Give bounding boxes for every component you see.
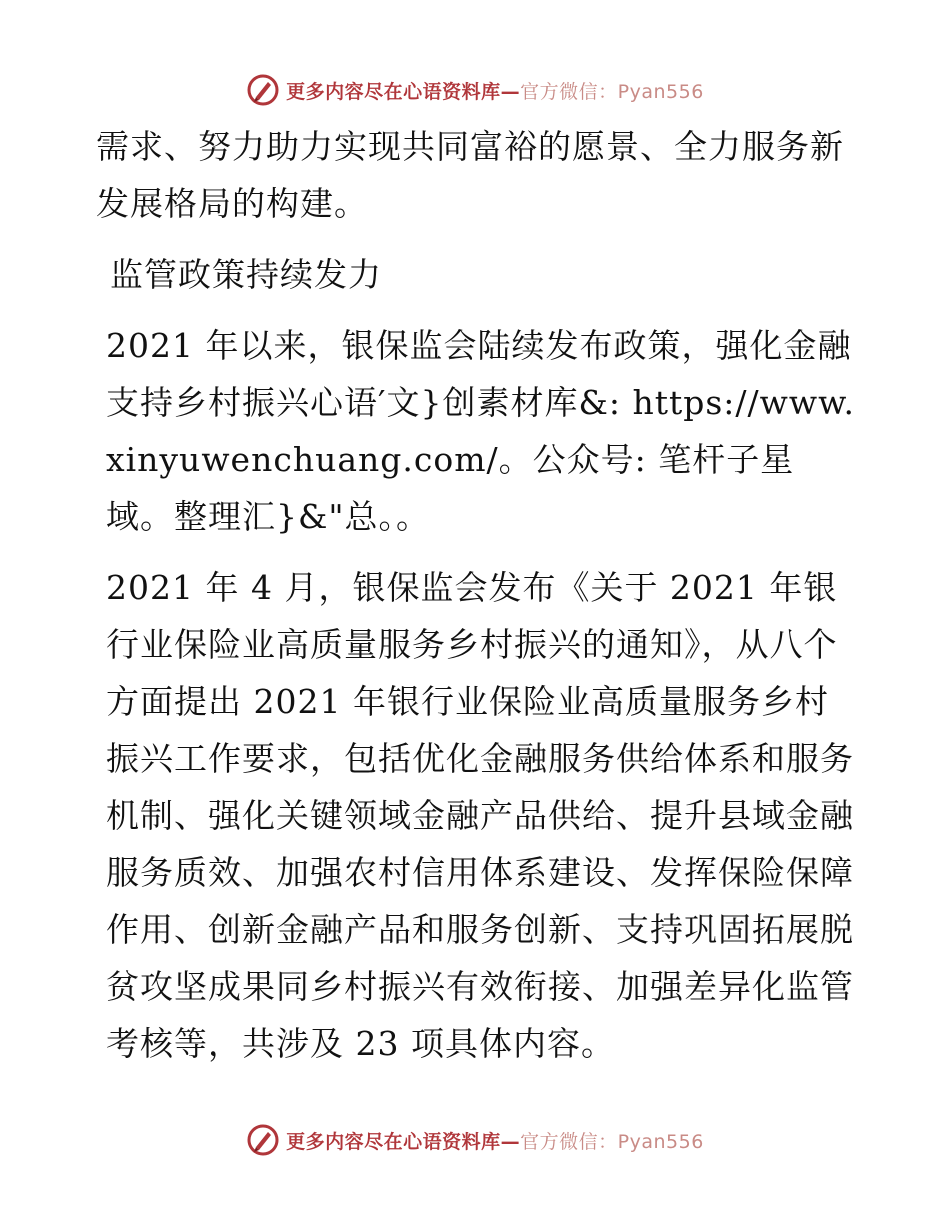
- pen-logo-icon: [246, 73, 280, 107]
- banner-site-text: 更多内容尽在心语资料库—: [286, 1130, 521, 1153]
- paragraph-intro: 需求、努力助力实现共同富裕的愿景、全力服务新发展格局的构建。: [96, 127, 844, 223]
- document-body: [96, 118, 856, 1072]
- paragraph-policy: 2021 年以来，银保监会陆续发布政策，强化金融支持乡村振兴心语′文}创素材库&: https://www.xinyuwenchuang.com/。公众号: 笔杆子星域。整理汇}&"总。。: [106, 326, 855, 536]
- banner-wechat-text: 官方微信：Pyan556: [520, 1130, 704, 1153]
- paragraph-notice: 2021 年 4 月，银保监会发布《关于 2021 年银行业保险业高质量服务乡村振兴的通知》，从八个方面提出 2021 年银行业保险业高质量服务乡村振兴工作要求，包括优化金融服务供给体系和服务机制、强化关键领域金融产品供给、提升县域金融服务质效、加强农村信用体系建设、发挥保险保障作用、创新金融产品和服务创新、支持巩固拓展脱贫攻坚成果同乡村振兴有效衔接、加强差异化监管考核等，共涉及 23 项具体内容。: [106, 568, 854, 1063]
- header-watermark-banner: [0, 70, 950, 110]
- banner-wechat-text: 官方微信：Pyan556: [520, 80, 704, 103]
- section-heading: 监管政策持续发力: [110, 255, 382, 294]
- banner-site-text: 更多内容尽在心语资料库—: [286, 80, 521, 103]
- footer-watermark-banner: [0, 1120, 950, 1160]
- pen-logo-icon: [246, 1123, 280, 1157]
